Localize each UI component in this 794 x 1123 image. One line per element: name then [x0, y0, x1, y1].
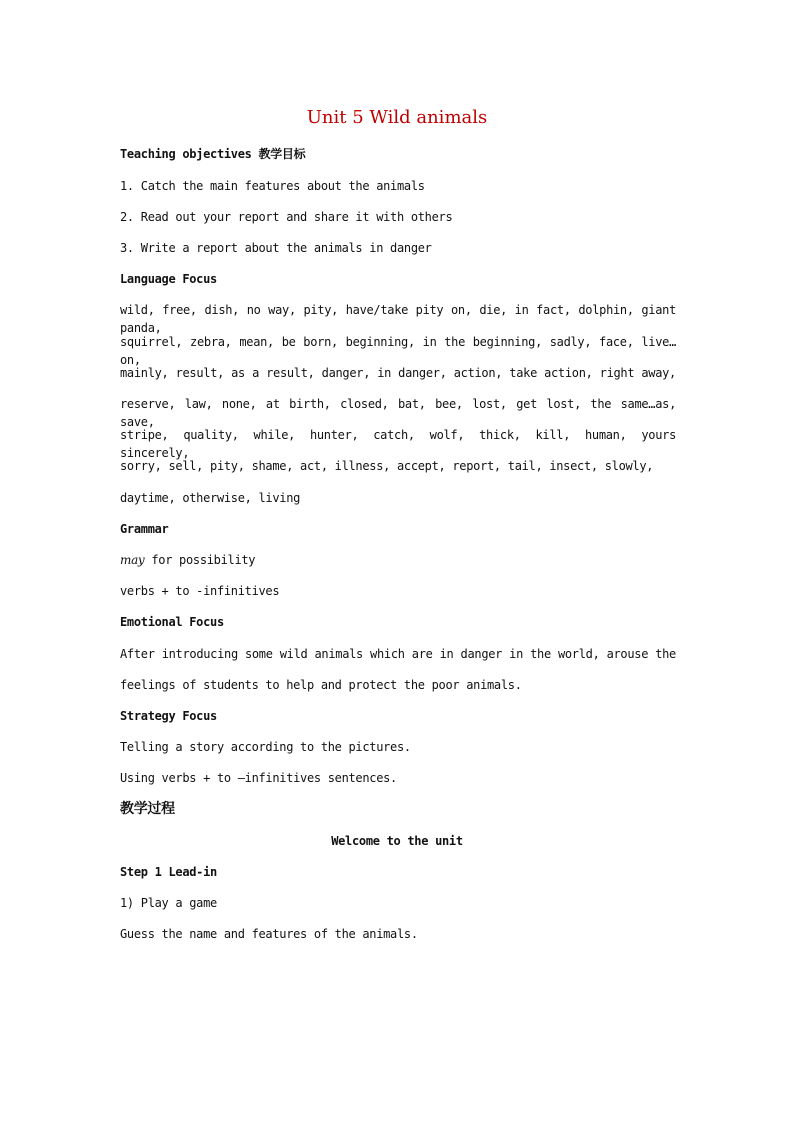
grammar-item-1-modal: may [120, 553, 145, 567]
language-focus-heading: Language Focus [120, 272, 217, 286]
objectives-heading-en: Teaching objectives [120, 147, 252, 161]
section-title: Welcome to the unit [331, 834, 463, 848]
grammar-item-1-rest: for possibility [144, 553, 256, 567]
emotional-focus-heading: Emotional Focus [120, 615, 224, 629]
step-1-heading: Step 1 Lead-in [120, 865, 217, 879]
vocab-line-5: stripe, quality, while, hunter, catch, wolf, thick, kill, human, yours sincerely, [120, 428, 676, 460]
strategy-line-2: Using verbs + to –infinitives sentences. [120, 771, 397, 785]
objective-item-1: 1. Catch the main features about the animals [120, 179, 425, 193]
grammar-item-1 [120, 551, 676, 569]
process-heading: 教学过程 [120, 801, 175, 817]
strategy-line-1: Telling a story according to the pictures. [120, 740, 411, 754]
unit-title: Unit 5 Wild animals [306, 107, 488, 128]
emotional-line-1: After introducing some wild animals which are in danger in the world, arouse the [120, 647, 676, 661]
step-1-sub-1-text: Guess the name and features of the animals. [120, 927, 418, 941]
vocab-line-7: daytime, otherwise, living [120, 491, 301, 505]
emotional-line-2: feelings of students to help and protect the poor animals. [120, 678, 522, 692]
grammar-item-2: verbs + to -infinitives [120, 584, 280, 598]
vocab-line-3: mainly, result, as a result, danger, in danger, action, take action, right away, [120, 366, 676, 380]
vocab-line-4: reserve, law, none, at birth, closed, bat, bee, lost, get lost, the same…as, save, [120, 397, 676, 429]
objective-item-2: 2. Read out your report and share it with others [120, 210, 453, 224]
vocab-line-6: sorry, sell, pity, shame, act, illness, accept, report, tail, insect, slowly, [120, 459, 654, 473]
strategy-focus-heading: Strategy Focus [120, 709, 217, 723]
vocab-line-1: wild, free, dish, no way, pity, have/take pity on, die, in fact, dolphin, giant panda, [120, 303, 676, 335]
objectives-heading-cn: 教学目标 [258, 147, 306, 161]
objectives-heading [120, 145, 676, 163]
grammar-heading: Grammar [120, 522, 169, 536]
vocab-line-2: squirrel, zebra, mean, be born, beginning, in the beginning, sadly, face, live…on, [120, 335, 676, 367]
objective-item-3: 3. Write a report about the animals in danger [120, 241, 432, 255]
step-1-sub-1: 1) Play a game [120, 896, 217, 910]
